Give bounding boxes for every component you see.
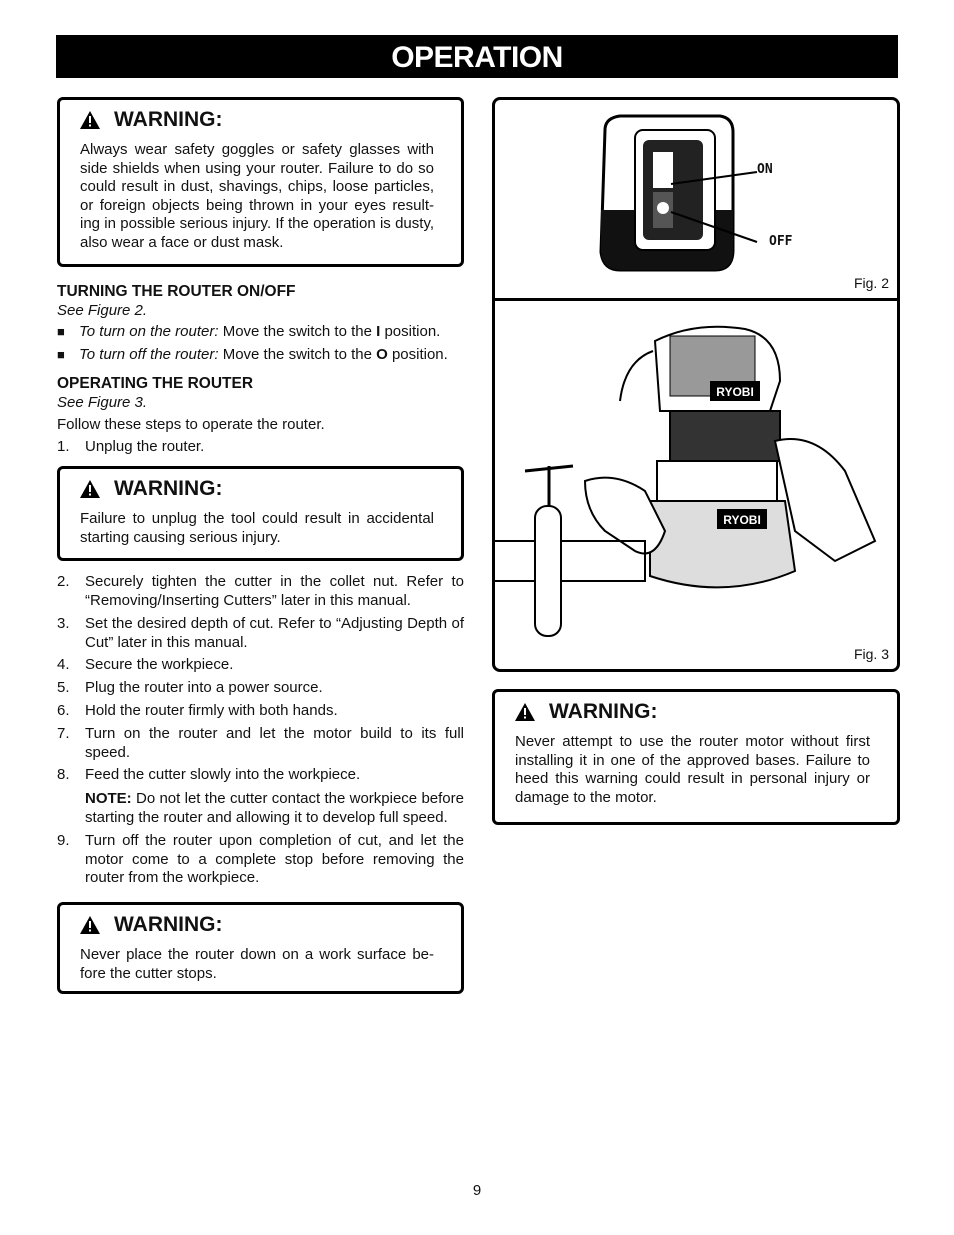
figure-box: [492, 97, 900, 672]
on-label: ON: [757, 162, 773, 177]
warning-triangle-icon: [515, 703, 535, 721]
warning-box-eye-protection: [57, 97, 464, 267]
list-item: 6. Hold the router firmly with both hands.: [57, 701, 338, 719]
warning-heading: [515, 700, 870, 724]
intro-paragraph: Follow these steps to operate the router.: [57, 415, 325, 433]
warning-triangle-icon: [80, 916, 100, 934]
list-item: 7. Turn on the router and let the motor build to its full speed.: [57, 724, 464, 761]
router-brand-top: RYOBI: [716, 385, 754, 399]
warning-box-unplug: [57, 466, 464, 561]
warning-heading: [80, 913, 434, 937]
list-item: 3. Set the desired depth of cut. Refer to “Adjusting Depth of Cut” later in this manual.: [57, 614, 464, 651]
list-item: 8. Feed the cutter slowly into the workpiece.: [57, 766, 361, 784]
note-paragraph: NOTE: Do not let the cutter contact the workpiece before starting the router and allowing it to develop full speed.: [85, 790, 464, 826]
section-ref: See Figure 2.: [57, 302, 148, 319]
switch-illustration: [495, 100, 897, 298]
left-column: [57, 97, 464, 994]
warning-triangle-icon: [80, 111, 100, 129]
section-title-operating: OPERATING THE ROUTER: [57, 374, 254, 392]
warning-triangle-icon: [80, 480, 100, 498]
figure-label: Fig. 3: [853, 646, 889, 662]
list-item: 4. Secure the workpiece.: [57, 656, 234, 674]
warning-text: Always wear safety goggles or safety glasses with side shields when using your router. Failure to do so could result in dust, shavings, chips, loose particles, or foreign objects being thrown in your eyes result- ing in possible serious injury. If the operation is dusty, also wear a face or dust mask.: [80, 141, 434, 251]
warning-box-cutter-stop: [57, 902, 464, 994]
bullet-turn-off: ■ To turn off the router: Move the switch to the O position.: [57, 345, 448, 363]
warning-title: WARNING:: [114, 913, 223, 937]
warning-heading: [80, 477, 434, 501]
list-item: 5. Plug the router into a power source.: [57, 679, 323, 697]
figure-label: Fig. 2: [853, 275, 889, 291]
page-number: 9: [472, 1182, 482, 1199]
warning-heading: [80, 108, 434, 132]
square-bullet-icon: ■: [57, 324, 65, 339]
bullet-turn-on: ■ To turn on the router: Move the switch to the I position.: [57, 323, 441, 340]
square-bullet-icon: ■: [57, 346, 65, 362]
warning-title: WARNING:: [114, 108, 223, 131]
off-label: OFF: [769, 234, 793, 249]
warning-title: WARNING:: [549, 700, 658, 723]
list-item: 1. Unplug the router.: [57, 438, 205, 456]
warning-box-motor-base: [492, 689, 900, 825]
list-item: 9. Turn off the router upon completion of cut, and let the motor come to a complete stop before removing the router from the workpiece.: [57, 831, 464, 887]
router-illustration: [495, 301, 897, 671]
section-ref: See Figure 3.: [57, 393, 148, 411]
right-column: [492, 97, 900, 825]
warning-text: Never place the router down on a work surface be- fore the cutter stops.: [80, 946, 434, 982]
router-brand-base: RYOBI: [723, 513, 761, 527]
page-header: OPERATION: [56, 35, 898, 78]
section-title-on-off: TURNING THE ROUTER ON/OFF: [57, 283, 296, 300]
warning-text: Failure to unplug the tool could result in accidental starting causing serious injury.: [80, 510, 434, 546]
warning-title: WARNING:: [114, 477, 223, 501]
warning-text: Never attempt to use the router motor without first installing it in one of the approved bases. Failure to heed this warning could result in personal injury or damage to the motor.: [515, 733, 870, 806]
list-item: 2. Securely tighten the cutter in the collet nut. Refer to “Removing/Inserting Cutters” later in this manual.: [57, 573, 464, 609]
